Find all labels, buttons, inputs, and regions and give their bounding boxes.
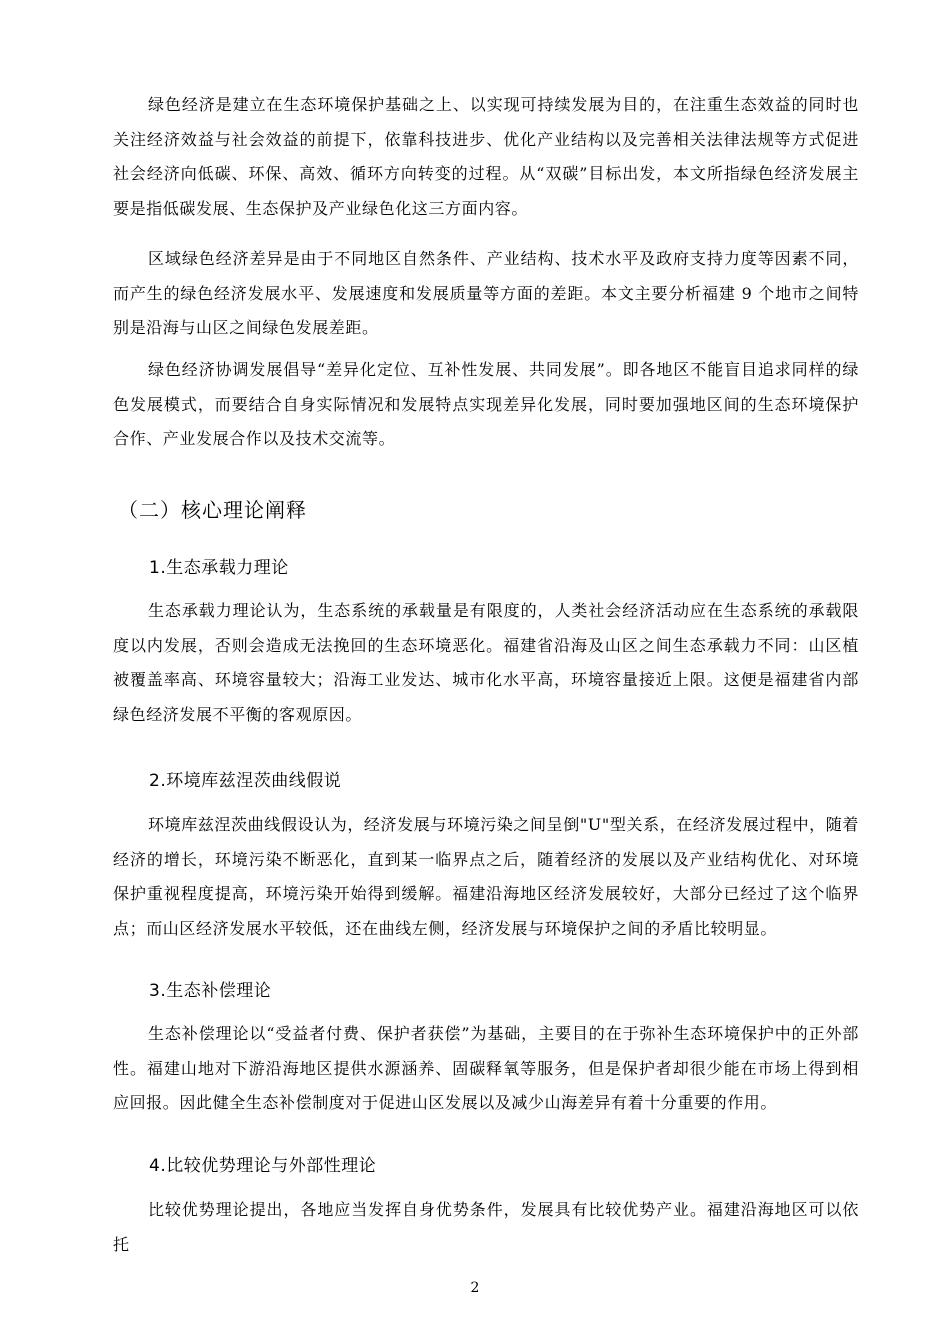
paragraph-regional-difference: 区域绿色经济差异是由于不同地区自然条件、产业结构、技术水平及政府支持力度等因素不同，而产生的绿色经济发展水平、发展速度和发展质量等方面的差距。本文主要分析福建 9 个地市之间特别是沿海与山区之间绿色发展差距。 bbox=[113, 249, 859, 337]
page-number: 2 bbox=[470, 1280, 480, 1296]
paragraph-carrying-capacity: 生态承载力理论认为，生态系统的承载量是有限度的，人类社会经济活动应在生态系统的承载限度以内发展，否则会造成无法挽回的生态环境恶化。福建省沿海及山区之间生态承载力不同：山区植被覆盖率高、环境容量较大；沿海工业发达、城市化水平高，环境容量接近上限。这便是福建省内部绿色经济发展不平衡的客观原因。 bbox=[113, 601, 859, 724]
section-heading-core-theory: （二）核心理论阐释 bbox=[118, 498, 307, 522]
paragraph-coordinated-development: 绿色经济协调发展倡导“差异化定位、互补性发展、共同发展”。即各地区不能盲目追求同样的绿色发展模式，而要结合自身实际情况和发展特点实现差异化发展，同时要加强地区间的生态环境保护合作、产业发展合作以及技术交流等。 bbox=[113, 360, 859, 448]
sub-heading-carrying-capacity: 1.生态承载力理论 bbox=[149, 558, 289, 578]
paragraph-kuznets-curve: 环境库兹涅茨曲线假设认为，经济发展与环境污染之间呈倒"U"型关系，在经济发展过程中，随着经济的增长，环境污染不断恶化，直到某一临界点之后，随着经济的发展以及产业结构优化、对环境保护重视程度提高，环境污染开始得到缓解。福建沿海地区经济发展较好，大部分已经过了这个临界点；而山区经济发展水平较低，还在曲线左侧，经济发展与环境保护之间的矛盾比较明显。 bbox=[113, 815, 859, 938]
paragraph-comparative-advantage: 比较优势理论提出，各地应当发挥自身优势条件，发展具有比较优势产业。福建沿海地区可以依托 bbox=[113, 1200, 859, 1254]
sub-heading-kuznets-curve: 2.环境库兹涅茨曲线假说 bbox=[149, 771, 342, 791]
paragraph-green-economy-definition: 绿色经济是建立在生态环境保护基础之上、以实现可持续发展为目的，在注重生态效益的同时也关注经济效益与社会效益的前提下，依靠科技进步、优化产业结构以及完善相关法律法规等方式促进社会经济向低碳、环保、高效、循环方向转变的过程。从“双碳”目标出发，本文所指绿色经济发展主要是指低碳发展、生态保护及产业绿色化这三方面内容。 bbox=[113, 95, 859, 218]
sub-heading-comparative-advantage: 4.比较优势理论与外部性理论 bbox=[149, 1156, 377, 1176]
sub-heading-eco-compensation: 3.生态补偿理论 bbox=[149, 981, 272, 1001]
paragraph-eco-compensation: 生态补偿理论以“受益者付费、保护者获偿”为基础，主要目的在于弥补生态环境保护中的正外部性。福建山地对下游沿海地区提供水源涵养、固碳释氧等服务，但是保护者却很少能在市场上得到相应回报。因此健全生态补偿制度对于促进山区发展以及减少山海差异有着十分重要的作用。 bbox=[113, 1024, 859, 1112]
